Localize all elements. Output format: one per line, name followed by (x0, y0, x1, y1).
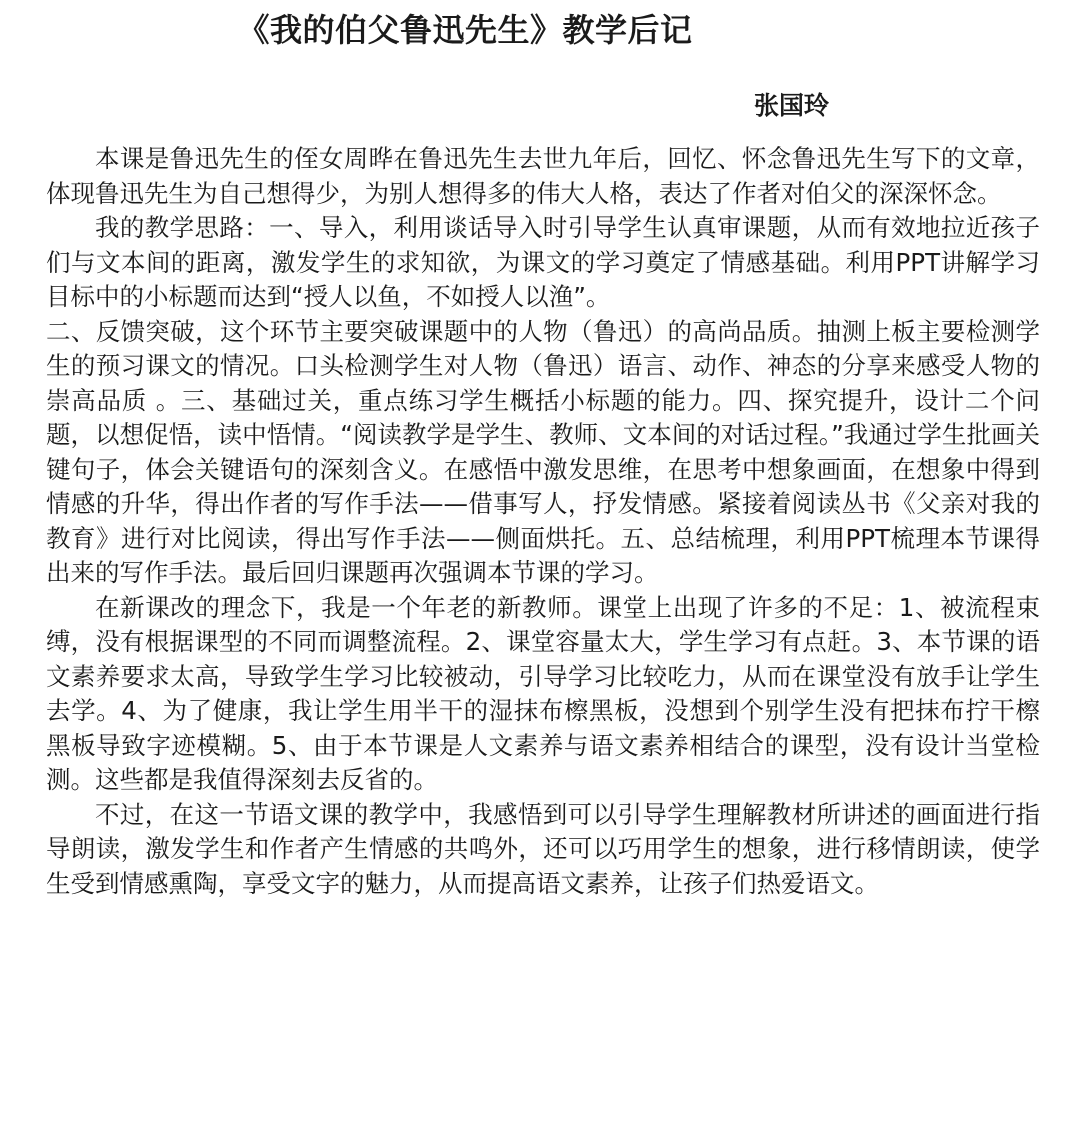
paragraph-shortcomings: 在新课改的理念下，我是一个年老的新教师。课堂上出现了许多的不足：1、被流程束缚，没有根据课型的不同而调整流程。2、课堂容量太大，学生学习有点赶。3、本节课的语文素养要求太高，导致学生学习比较被动，引导学习比较吃力，从而在课堂没有放手让学生去学。4、为了健康，我让学生用半干的湿抹布檫黑板，没想到个别学生没有把抹布拧干檫黑板导致字迹模糊。5、由于本节课是人文素养与语文素养相结合的课型，没有设计当堂检测。这些都是我值得深刻去反省的。 (46, 592, 1040, 794)
author-name: 张国玲 (754, 91, 830, 120)
paragraph-teaching-steps: 二、反馈突破，这个环节主要突破课题中的人物（鲁迅）的高尚品质。抽测上板主要检测学生的预习课文的情况。口头检测学生对人物（鲁迅）语言、动作、神态的分享来感受人物的崇高品质 。三、基础过关，重点练习学生概括小标题的能力。四、探究提升，设计二个问题，以想促悟，读中悟情。“阅读教学是学生、教师、文本间的对话过程。”我通过学生批画关键句子，体会关键语句的深刻含义。在感悟中激发思维，在思考中想象画面，在想象中得到情感的升华，得出作者的写作手法——借事写人，抒发情感。紧接着阅读丛书《父亲对我的教育》进行对比阅读，得出写作手法——侧面烘托。五、总结梳理，利用PPT梳理本节课得出来的写作手法。最后回归课题再次强调本节课的学习。 (46, 316, 1040, 587)
document-body (46, 142, 1040, 901)
paragraph-intro: 本课是鲁迅先生的侄女周晔在鲁迅先生去世九年后，回忆、怀念鲁迅先生写下的文章，体现鲁迅先生为自己想得少，为别人想得多的伟大人格，表达了作者对伯父的深深怀念。 (46, 144, 1040, 208)
paragraph-teaching-approach: 我的教学思路：一、导入，利用谈话导入时引导学生认真审课题，从而有效地拉近孩子们与文本间的距离，激发学生的求知欲，为课文的学习奠定了情感基础。利用PPT讲解学习目标中的小标题而达到“授人以鱼，不如授人以渔”。 (46, 213, 1040, 311)
paragraph-reflection: 不过，在这一节语文课的教学中，我感悟到可以引导学生理解教材所讲述的画面进行指导朗读，激发学生和作者产生情感的共鸣外，还可以巧用学生的想象，进行移情朗读，使学生受到情感熏陶，享受文字的魅力，从而提高语文素养，让孩子们热爱语文。 (46, 799, 1040, 898)
document-title: 《我的伯父鲁迅先生》教学后记 (237, 11, 693, 49)
